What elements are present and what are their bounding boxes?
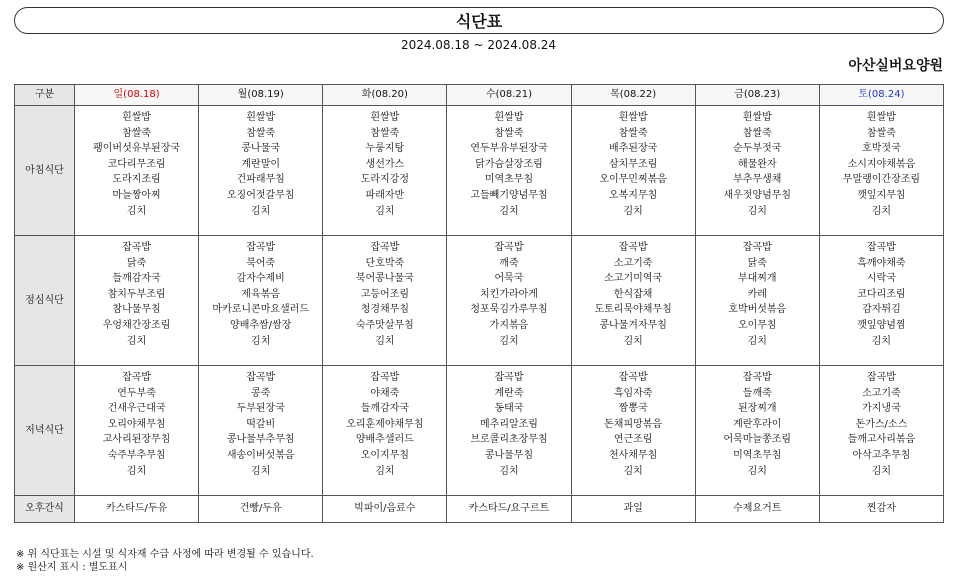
menu-item: 흰쌀밥	[122, 112, 152, 123]
menu-cell	[447, 106, 571, 236]
menu-item: 잡곡밥	[494, 372, 524, 383]
day-header-row	[15, 85, 944, 106]
menu-item: 김치	[747, 205, 767, 217]
menu-item: 된장찌개	[737, 403, 777, 415]
menu-item: 잡곡밥	[494, 242, 524, 253]
menu-item: 소고기미역국	[604, 273, 663, 285]
menu-item: 생선가스	[365, 158, 405, 170]
menu-item: 오리야채무침	[107, 418, 166, 430]
snack-cell: 건빵/두유	[199, 496, 323, 523]
menu-item: 고들빼기양념무침	[470, 189, 548, 201]
day-header: 일(08.18)	[75, 85, 199, 106]
menu-item: 흰쌀밥	[618, 112, 648, 123]
menu-item: 치킨가라아게	[480, 288, 538, 300]
menu-item: 해물완자	[737, 158, 777, 170]
menu-item: 건새우근대국	[107, 403, 166, 415]
menu-item: 팽이버섯유부된장국	[93, 143, 181, 155]
menu-item: 김치	[375, 335, 395, 347]
menu-item: 깻잎지무침	[857, 189, 906, 201]
menu-item: 숙주맛살무침	[355, 319, 414, 331]
menu-item: 오리훈제야채무침	[346, 418, 424, 430]
menu-item: 도토리묵야채무침	[594, 304, 672, 316]
menu-item: 흰쌀밥	[246, 112, 276, 123]
menu-item: 시락국	[866, 273, 896, 285]
snack-cell: 수제요거트	[695, 496, 819, 523]
day-header: 목(08.22)	[571, 85, 695, 106]
menu-item: 오이무침	[737, 319, 777, 331]
menu-cell	[819, 236, 943, 366]
snack-cell: 찐감자	[819, 496, 943, 523]
day-header: 금(08.23)	[695, 85, 819, 106]
menu-item: 잡곡밥	[370, 372, 400, 383]
menu-item: 마늘짱아찌	[112, 189, 161, 201]
menu-item: 흑깨야채죽	[857, 257, 906, 269]
menu-item: 돈가스/소스	[855, 418, 908, 430]
menu-item: 참치두부조림	[107, 288, 166, 300]
menu-item: 김치	[871, 465, 892, 477]
menu-item: 김치	[375, 205, 395, 217]
menu-item: 짬뽕국	[618, 403, 648, 415]
menu-item: 참쌀죽	[370, 127, 400, 139]
menu-item: 미역초무침	[733, 449, 782, 461]
menu-item: 도라지강정	[360, 174, 409, 186]
menu-item: 북어콩나물국	[355, 273, 414, 285]
menu-item: 연근조림	[613, 434, 653, 446]
snack-label: 오후간식	[15, 496, 75, 523]
menu-item: 콩나물무침	[484, 449, 534, 461]
menu-item: 양배추샐러드	[355, 434, 414, 446]
menu-item: 김치	[499, 335, 519, 347]
menu-item: 콩나물겨자무침	[599, 319, 667, 331]
menu-item: 고사리된장무침	[102, 434, 171, 446]
menu-item: 김치	[375, 465, 395, 477]
menu-item: 단호박죽	[365, 257, 405, 269]
meal-label: 점심식단	[15, 236, 75, 366]
day-header: 화(08.20)	[323, 85, 447, 106]
meal-label: 저녁식단	[15, 366, 75, 496]
menu-item: 김치	[747, 465, 767, 477]
facility-name: 아산실버요양원	[848, 58, 943, 74]
menu-item: 어묵마늘쫑조림	[723, 434, 792, 446]
menu-item: 잡곡밥	[866, 372, 896, 383]
menu-item: 콩나물부추무침	[226, 434, 295, 446]
menu-item: 제육볶음	[241, 288, 281, 300]
snack-cell: 과일	[571, 496, 695, 523]
menu-item: 잡곡밥	[866, 242, 896, 253]
note-line: ※ 원산지 표시 : 별도표시	[16, 562, 128, 573]
menu-item: 야채죽	[370, 387, 400, 399]
menu-item: 코다리조림	[857, 288, 906, 300]
menu-item: 참쌀죽	[866, 127, 896, 139]
menu-item: 잡곡밥	[370, 242, 400, 253]
meal-row	[15, 366, 944, 496]
menu-item: 양배추쌈/쌈장	[230, 319, 292, 331]
snack-row	[15, 496, 944, 523]
menu-cell	[447, 236, 571, 366]
menu-cell	[75, 236, 199, 366]
menu-item: 연두부죽	[117, 387, 156, 399]
menu-item: 잡곡밥	[618, 372, 648, 383]
menu-item: 감자튀김	[862, 304, 901, 316]
notes	[16, 548, 314, 574]
day-header: 월(08.19)	[199, 85, 323, 106]
menu-item: 미역초무침	[484, 174, 534, 186]
menu-item: 김치	[623, 335, 643, 347]
menu-item: 고등어조림	[360, 288, 409, 300]
menu-cell	[199, 366, 323, 496]
menu-item: 한식잡채	[613, 288, 653, 300]
menu-item: 아삭고추무침	[852, 449, 911, 461]
snack-cell: 카스타드/요구르트	[447, 496, 571, 523]
menu-item: 참나물무침	[112, 304, 161, 316]
menu-item: 삼치무조림	[608, 158, 658, 170]
menu-item: 닭죽	[747, 257, 767, 269]
menu-cell	[75, 366, 199, 496]
menu-item: 계란죽	[494, 387, 524, 399]
menu-item: 김치	[499, 205, 519, 217]
menu-item: 참쌀죽	[618, 127, 648, 139]
menu-item: 김치	[126, 335, 147, 347]
menu-item: 새송이버섯볶음	[226, 449, 295, 461]
menu-item: 참쌀죽	[742, 127, 772, 139]
snack-cell: 빅파이/음료수	[323, 496, 447, 523]
menu-item: 떡갈비	[246, 418, 276, 430]
menu-cell	[571, 236, 695, 366]
menu-item: 오이무민찌볶음	[599, 174, 667, 186]
menu-item: 김치	[623, 465, 643, 477]
menu-cell	[695, 236, 819, 366]
menu-item: 콩나물국	[241, 143, 281, 155]
menu-item: 호박버섯볶음	[728, 304, 787, 316]
menu-item: 누룽지탕	[365, 143, 405, 155]
menu-item: 오징어젓갈무침	[226, 189, 295, 201]
menu-item: 건파래무침	[236, 174, 285, 186]
menu-item: 흰쌀밥	[370, 112, 400, 123]
menu-item: 무말랭이간장조림	[842, 174, 921, 186]
menu-item: 계란후라이	[733, 418, 782, 430]
menu-item: 북어죽	[246, 257, 276, 269]
menu-item: 천사채무침	[608, 449, 658, 461]
menu-item: 닭가슴살장조림	[475, 158, 543, 170]
menu-item: 어묵국	[494, 273, 524, 285]
menu-item: 감자수제비	[236, 273, 285, 285]
menu-item: 콩죽	[251, 387, 271, 399]
menu-item: 잡곡밥	[742, 242, 772, 253]
menu-cell	[571, 106, 695, 236]
menu-item: 가지냉국	[862, 403, 901, 415]
menu-item: 들깨감자국	[112, 273, 161, 285]
menu-item: 흰쌀밥	[866, 112, 896, 123]
menu-cell	[819, 106, 943, 236]
menu-cell	[323, 106, 447, 236]
menu-item: 흑임자죽	[613, 387, 653, 399]
menu-item: 흰쌀밥	[494, 112, 524, 123]
note-line: ※ 위 식단표는 시설 및 식자재 수급 사정에 따라 변경될 수 있습니다.	[16, 549, 314, 560]
menu-item: 메추리알조림	[480, 418, 538, 430]
menu-cell	[695, 106, 819, 236]
menu-item: 두부된장국	[236, 403, 285, 415]
menu-item: 마카로니콘마요샐러드	[212, 304, 310, 316]
menu-item: 호박젓국	[862, 143, 901, 155]
menu-item: 김치	[747, 335, 767, 347]
menu-item: 동태국	[494, 403, 524, 415]
menu-item: 들깨고사리볶음	[847, 434, 916, 446]
menu-item: 김치	[871, 205, 892, 217]
day-header: 토(08.24)	[819, 85, 943, 106]
day-header: 수(08.21)	[447, 85, 571, 106]
menu-cell	[695, 366, 819, 496]
menu-item: 우엉채간장조림	[102, 319, 171, 331]
menu-item: 들깨죽	[742, 387, 772, 399]
menu-item: 들깨감자국	[360, 403, 409, 415]
menu-item: 카레	[747, 288, 767, 300]
menu-item: 부대찌개	[737, 273, 777, 285]
menu-item: 김치	[251, 465, 271, 477]
menu-item: 브로콜리초장무침	[470, 434, 548, 446]
menu-cell	[447, 366, 571, 496]
menu-item: 잡곡밥	[618, 242, 648, 253]
menu-item: 김치	[623, 205, 643, 217]
snack-cell: 카스타드/두유	[75, 496, 199, 523]
menu-item: 닭죽	[126, 257, 147, 269]
menu-item: 깨죽	[499, 257, 519, 269]
menu-item: 부추무생채	[733, 174, 782, 186]
menu-item: 오이지무침	[360, 449, 409, 461]
menu-item: 연두부유부된장국	[470, 143, 548, 155]
menu-item: 잡곡밥	[122, 372, 152, 383]
menu-item: 순두부젓국	[733, 143, 782, 155]
menu-cell	[323, 366, 447, 496]
menu-item: 흰쌀밥	[742, 112, 772, 123]
category-header: 구분	[15, 85, 75, 106]
menu-item: 계란말이	[241, 158, 281, 170]
meal-row	[15, 106, 944, 236]
meal-row	[15, 236, 944, 366]
menu-item: 잡곡밥	[122, 242, 152, 253]
menu-item: 파래자반	[365, 189, 405, 201]
menu-item: 코다리무조림	[107, 158, 166, 170]
menu-item: 가지볶음	[489, 319, 529, 331]
menu-item: 배추된장국	[608, 143, 658, 155]
menu-item: 소고기죽	[613, 257, 653, 269]
menu-title-box	[14, 7, 944, 34]
page-title: 식단표	[455, 12, 503, 31]
menu-cell	[819, 366, 943, 496]
menu-item: 김치	[251, 205, 271, 217]
menu-cell	[199, 106, 323, 236]
menu-item: 청경채무침	[360, 304, 409, 316]
menu-cell	[323, 236, 447, 366]
menu-cell	[199, 236, 323, 366]
menu-item: 소시지야채볶음	[847, 158, 916, 170]
weekly-menu-table	[14, 84, 944, 523]
menu-item: 김치	[251, 335, 271, 347]
menu-item: 소고기죽	[862, 387, 901, 399]
menu-cell	[571, 366, 695, 496]
menu-item: 새우젓양념무침	[723, 189, 792, 201]
menu-cell	[75, 106, 199, 236]
menu-item: 잡곡밥	[742, 372, 772, 383]
menu-item: 청포묵김가루무침	[470, 304, 548, 316]
menu-item: 김치	[126, 465, 147, 477]
menu-item: 김치	[871, 335, 892, 347]
menu-item: 참쌀죽	[122, 127, 152, 139]
date-range: 2024.08.18 ~ 2024.08.24	[400, 38, 557, 52]
menu-item: 잡곡밥	[246, 372, 276, 383]
menu-item: 깻잎양념찜	[857, 319, 906, 331]
menu-item: 참쌀죽	[246, 127, 276, 139]
meal-label: 아침식단	[15, 106, 75, 236]
menu-item: 돈채피망볶음	[604, 418, 663, 430]
menu-item: 잡곡밥	[246, 242, 276, 253]
menu-item: 오복지무침	[608, 189, 658, 201]
menu-item: 숙주부추무침	[107, 449, 166, 461]
menu-item: 참쌀죽	[494, 127, 524, 139]
menu-item: 김치	[126, 205, 147, 217]
menu-item: 김치	[499, 465, 519, 477]
menu-item: 도라지조림	[112, 174, 161, 186]
